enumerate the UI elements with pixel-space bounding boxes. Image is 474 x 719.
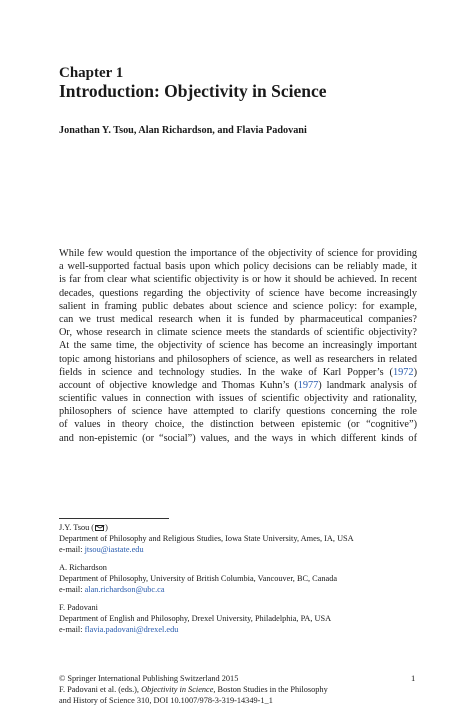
copyright-line: © Springer International Publishing Switzerland 2015 xyxy=(59,674,239,683)
footnote-richardson-dept: Department of Philosophy, University of British Columbia, Vancouver, BC, Canada xyxy=(59,574,338,583)
citation-link-popper[interactable]: 1972 xyxy=(392,366,414,378)
body-line: topic among historians and philosophers of science, as well as researchers in related xyxy=(59,353,417,365)
body-line-kuhn xyxy=(59,379,417,392)
body-line: Or, whose research in climate science meets the standards of scientific objectivity? xyxy=(59,327,417,339)
body-paragraph xyxy=(59,247,417,445)
doi-line: and History of Science 310, DOI 10.1007/978-3-319-14349-1_1 xyxy=(59,696,273,705)
body-line: salient in framing public debates about science and science policy: for example, xyxy=(59,300,417,312)
footnote-tsou-email xyxy=(59,545,144,556)
page-number: 1 xyxy=(411,673,416,683)
footnote-padovani-email xyxy=(59,625,178,636)
copyright-block xyxy=(59,673,328,706)
chapter-authors: Jonathan Y. Tsou, Alan Richardson, and Flavia Padovani xyxy=(59,125,307,136)
footnote-padovani-dept: Department of English and Philosophy, Drexel University, Philadelphia, PA, USA xyxy=(59,614,332,623)
email-link-richardson[interactable]: alan.richardson@ubc.ca xyxy=(84,585,165,594)
citation-text: F. Padovani et al. (eds.), xyxy=(59,685,142,694)
email-label: e-mail: xyxy=(59,625,85,634)
body-line: At the same time, the objectivity of science has become an increasingly important xyxy=(59,340,417,352)
footnote-richardson-name: A. Richardson xyxy=(59,563,107,572)
body-line: a well-supported factual basis upon which policy decisions can be reliably made, it xyxy=(59,261,417,273)
envelope-icon xyxy=(95,525,104,531)
footnote-padovani-name: F. Padovani xyxy=(59,603,98,612)
body-line: philosophers of science have attempted to clarify questions concerning the role xyxy=(59,406,417,418)
body-line: and non-epistemic (or “social”) values, and the ways in which different kinds of xyxy=(59,432,417,444)
email-label: e-mail: xyxy=(59,585,85,594)
citation-text: , Boston Studies in the Philosophy xyxy=(213,685,328,694)
body-line: can we trust medical research when it is funded by pharmaceutical companies? xyxy=(59,313,417,325)
body-line-text: fields in science and technology studies. In the wake of Karl Popper’s ( xyxy=(59,366,393,378)
footnote-tsou-name xyxy=(59,523,108,534)
citation-close: ) xyxy=(413,366,417,378)
body-line-popper xyxy=(59,366,417,379)
body-line: scientific values in connection with issues of scientific objectivity and rationality, xyxy=(59,393,417,405)
chapter-title: Introduction: Objectivity in Science xyxy=(59,81,327,101)
body-line-text: ) landmark analysis of xyxy=(318,379,417,391)
author-name: J.Y. Tsou ( xyxy=(59,523,95,532)
footnote-tsou-dept: Department of Philosophy and Religious Studies, Iowa State University, Ames, IA, USA xyxy=(59,534,354,543)
email-label: e-mail: xyxy=(59,545,85,554)
citation-line xyxy=(59,684,328,695)
body-line: decades, questions regarding the objectivity of science have become increasingly xyxy=(59,287,417,299)
body-line: is far from clear what scientific objectivity is or how it should be achieved. In recent xyxy=(59,274,417,286)
book-title: Objectivity in Science xyxy=(141,685,214,694)
citation-link-kuhn[interactable]: 1977 xyxy=(297,379,319,391)
footnote-divider xyxy=(59,518,169,519)
chapter-number: Chapter 1 xyxy=(59,65,124,81)
body-line: of values in theory choice, the distinction between epistemic (or “cognitive”) xyxy=(59,419,417,431)
footnote-richardson-email xyxy=(59,585,165,596)
body-line: While few would question the importance of the objectivity of science for providing xyxy=(59,248,417,259)
body-line-text: account of objective knowledge and Thomas Kuhn’s ( xyxy=(59,379,298,391)
email-link-padovani[interactable]: flavia.padovani@drexel.edu xyxy=(84,625,179,634)
author-name-close: ) xyxy=(105,523,108,532)
email-link-tsou[interactable]: jtsou@iastate.edu xyxy=(84,545,144,554)
